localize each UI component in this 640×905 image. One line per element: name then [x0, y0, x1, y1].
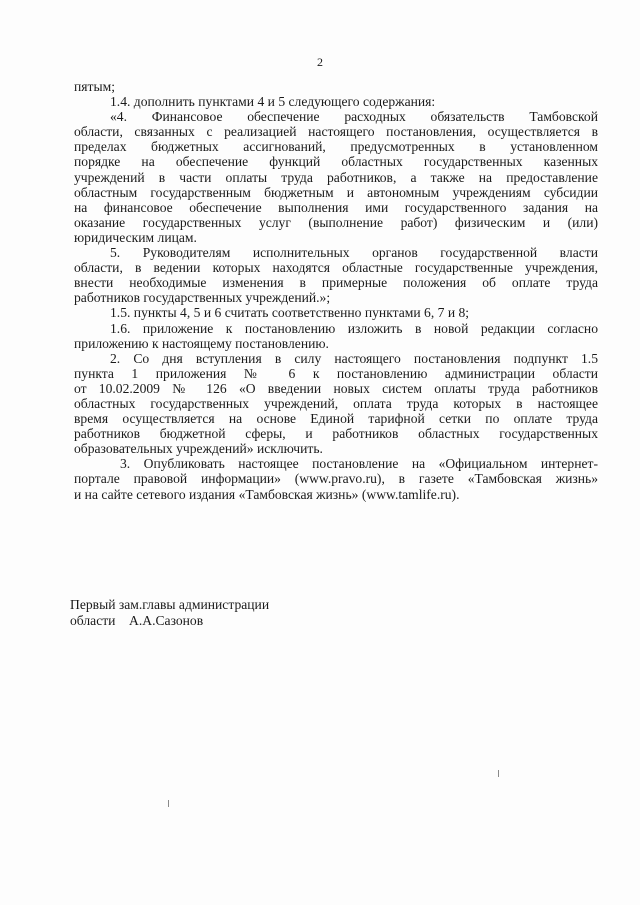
- text-line: портале правовой информации» (www.pravo.ru), в газете «Тамбовская жизнь»: [74, 471, 598, 487]
- scan-speck: [498, 770, 499, 777]
- text-line: юридическим лицам.: [74, 229, 197, 245]
- text-line: приложению к настоящему постановлению.: [74, 335, 329, 351]
- text-line: время осуществляется на основе Единой тарифной сетки по оплате труда: [74, 411, 598, 427]
- page-number: 2: [317, 55, 323, 69]
- text-line: областным государственным бюджетным и автономным учреждениям субсидии: [74, 184, 598, 200]
- text-line: пункта 1 приложения № 6 к постановлению администрации области: [74, 365, 598, 381]
- text-line: порядке на обеспечение функций областных государственных казенных: [74, 154, 598, 170]
- text-line: 5. Руководителям исполнительных органов государственной власти: [110, 245, 598, 261]
- text-line: внести необходимые изменения в примерные положения об оплате труда: [74, 275, 598, 291]
- text-line: области, связанных с реализацией настоящего постановления, осуществляется в: [74, 124, 598, 140]
- document-body: [74, 79, 598, 502]
- text-line: образовательных учреждений» исключить.: [74, 441, 323, 457]
- text-line: от 10.02.2009 № 126 «О введении новых систем оплаты труда работников: [74, 380, 598, 396]
- text-line: и на сайте сетевого издания «Тамбовская жизнь» (www.tamlife.ru).: [74, 486, 460, 502]
- signature-name: области А.А.Сазонов: [70, 613, 204, 628]
- text-line: «4. Финансовое обеспечение расходных обязательств Тамбовской: [110, 109, 598, 125]
- text-line: областных государственных учреждений, оплата труда которых в настоящее: [74, 395, 598, 411]
- text-line: области, в ведении которых находятся областные государственные учреждения,: [74, 260, 598, 276]
- text-line: 1.4. дополнить пунктами 4 и 5 следующего содержания:: [110, 94, 436, 110]
- text-line: 2. Со дня вступления в силу настоящего постановления подпункт 1.5: [110, 350, 598, 366]
- text-line: учреждений в части оплаты труда работников, а также на предоставление: [74, 169, 598, 185]
- text-line: 1.5. пункты 4, 5 и 6 считать соответственно пунктами 6, 7 и 8;: [110, 305, 470, 321]
- text-line: оказание государственных услуг (выполнение работ) физическим и (или): [74, 214, 598, 230]
- text-line: пятым;: [74, 79, 115, 94]
- signature-title: Первый зам.главы администрации: [70, 597, 270, 612]
- scan-speck: [168, 800, 169, 807]
- text-line: работников государственных учреждений.»;: [74, 290, 331, 306]
- text-line: 1.6. приложение к постановлению изложить в новой редакции согласно: [110, 320, 598, 336]
- signature-block: [70, 597, 269, 629]
- text-line: на финансовое обеспечение выполнения ими государственного задания на: [74, 199, 598, 215]
- text-line: работников бюджетной сферы, и работников областных государственных: [74, 426, 598, 442]
- text-line: пределах бюджетных ассигнований, предусмотренных в установленном: [74, 139, 598, 155]
- text-line: 3. Опубликовать настоящее постановление на «Официальном интернет-: [120, 456, 598, 472]
